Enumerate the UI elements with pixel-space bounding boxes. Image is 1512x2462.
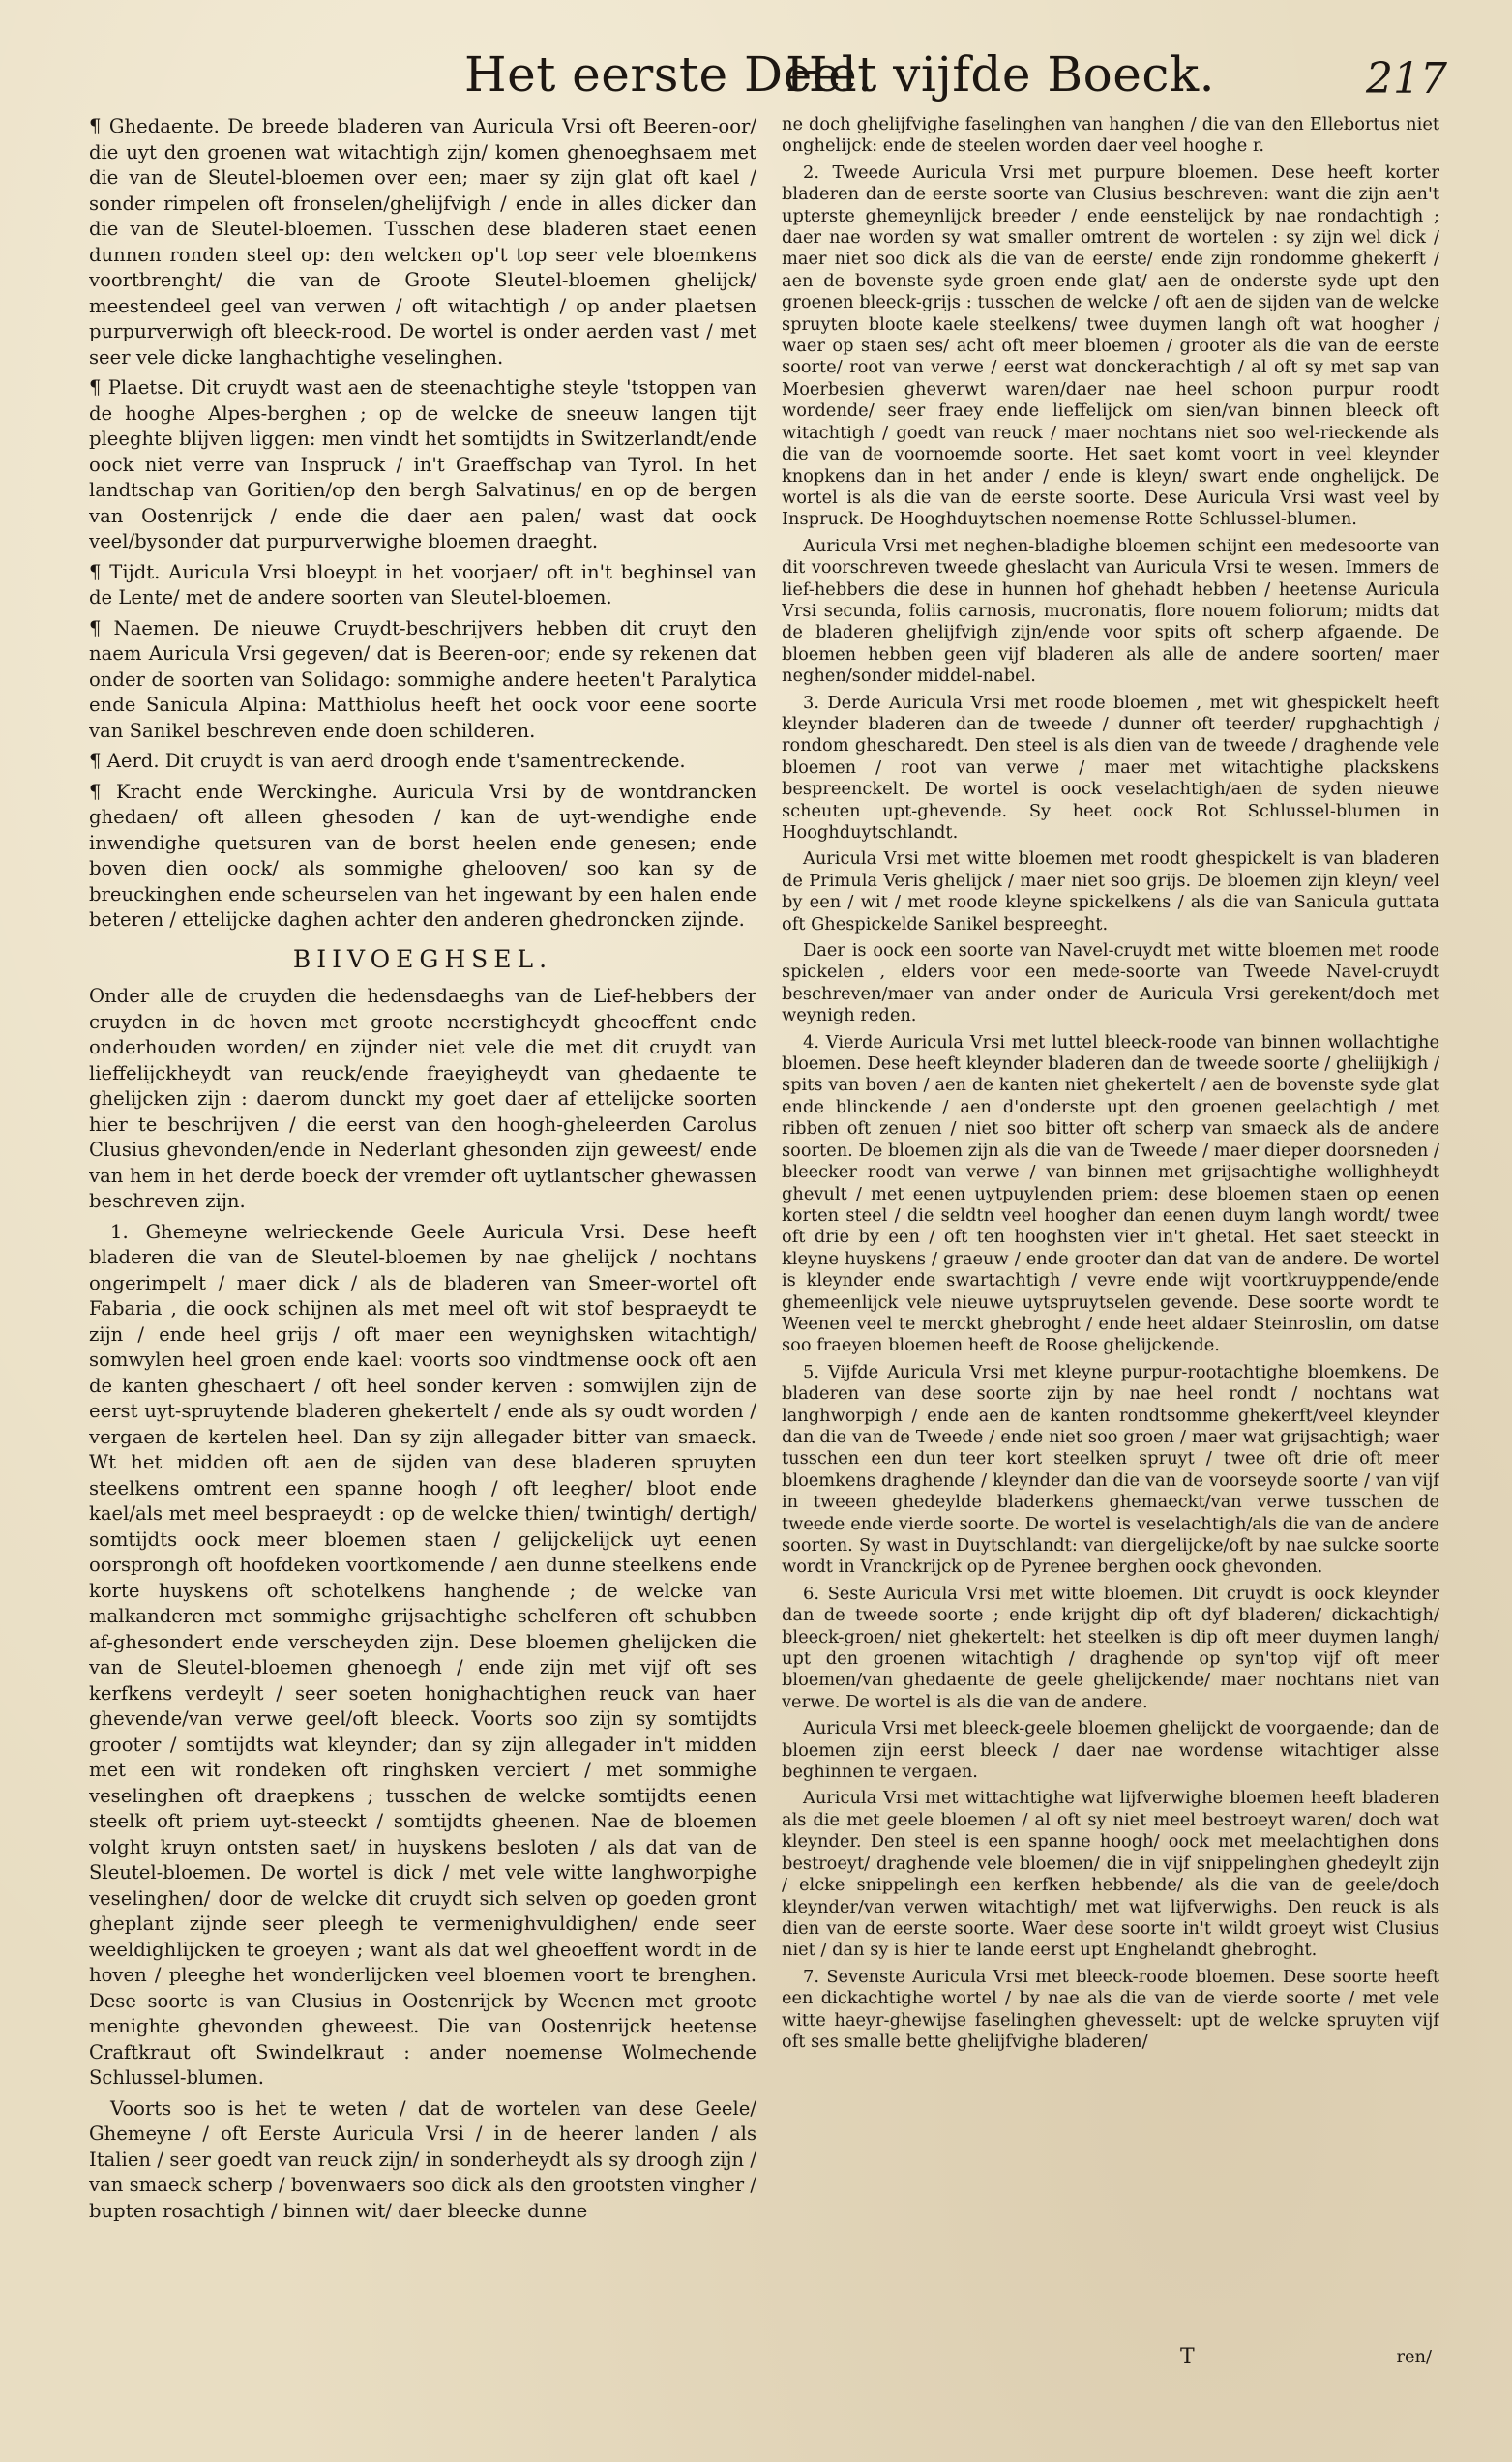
catchword: ren/ — [1396, 2347, 1432, 2367]
section-heading: BIIVOEGHSEL. — [292, 944, 553, 973]
paragraph-bijvoeghsel-intro: Onder alle de cruyden die hedensdaeghs van de Lief-hebbers der cruyden in de hoven met groote neerstigheydt gheoeffent ende onderhouden worden/ en zijnder niet vele die met dit cruydt van lieffelijckheydt van reuck/ende fraeyigheydt van ghedaente te ghelijcken zijn : daerom dunckt my goet daer af ettelijcke soorten hier te beschrijven / die eerst van den hoogh-gheleerden Carolus Clusius ghevonden/ende in Nederlant ghesonden zijn geweest/ ende van hem in het derde boeck der vremder oft uytlantscher ghewassen beschreven zijn. — [89, 985, 756, 1212]
paragraph-fifth-kind: 5. Vijfde Auricula Vrsi met kleyne purpur-rootachtighe bloemkens. De bladeren van dese soorte zijn by nae heel rondt / nochtans wat langhworpigh / ende aen de kanten rondtsomme ghekerft/veel kleynder dan die van de Tweede / ende niet soo groen / maer wat grijsachtigh; waer tusschen een dun teer kort steelken spruyt / twee oft drie oft meer bloemkens draghende / kleynder dan die van de voorseyde soorte / van vijf in tweeen ghedeylde bladerkens ghemaeckt/van verwe tusschen de tweede ende vierde soorte. De wortel is veselachtigh/als die van de andere soorten. Sy wast in Duytschlandt: van diergelijcke/oft by nae sulcke soorte wordt in Vranckrijck op de Pyrenee berghen oock ghevonden. — [782, 1361, 1439, 1578]
paragraph-tijdt: ¶ Tijdt. Auricula Vrsi bloeypt in het voorjaer/ oft in't beghinsel van de Lente/ met de andere soorten van Sleutel-bloemen. — [89, 560, 756, 608]
running-title-left: Het eerste Deel. — [464, 46, 874, 103]
running-header — [0, 39, 1512, 116]
paragraph-ghedaente: ¶ Ghedaente. De breede bladeren van Auricula Vrsi oft Beeren-oor/ die uyt den groenen wat witachtigh zijn/ komen ghenoeghsaem met die van de Sleutel-bloemen over een; maer sy zijn glat oft kael / sonder rimpelen oft fronselen/ghelijfvigh / ende in alles dicker dan die van de Sleutel-bloemen. Tusschen dese bladeren staet eenen dunnen ronden steel op: den welcken op't top seer vele bloemkens voortbrenght/ die van de Groote Sleutel-bloemen ghelijck/ meestendeel geel van verwen / oft witachtigh / op ander plaetsen purpurverwigh oft bleeck-rood. De wortel is onder aerden vast / met seer vele dicke langhachtighe veselinghen. — [89, 115, 756, 369]
paragraph-first-kind: 1. Ghemeyne welrieckende Geele Auricula Vrsi. Dese heeft bladeren die van de Sleutel-bloemen by nae ghelijck / nochtans ongerimpelt / maer dick / als de bladeren van Smeer-wortel oft Fabaria , die oock schijnen als met meel oft wit stof bespraeydt te zijn / ende heel grijs / oft maer een weynighsken witachtigh/ somwylen heel groen ende kael: voorts soo vindtmense oock oft aen de kanten gheschaert / oft heel sonder kerven : somwijlen zijn de eerst uyt-spruytende bladeren ghekertelt / ende als sy oudt worden / vergaen de kertelen heel. Dan sy zijn allegader bitter van smaeck. Wt het midden oft aen de sijden van dese bladeren spruyten steelkens omtrent een spanne hoogh / oft leegher/ bloot ende kael/als met meel bespraeydt : op de welcke thien/ twintigh/ dertigh/ somtijdts oock meer bloemen staen / gelijckelijck uyt eenen oorsprongh oft hoofdeken voortkomende / aen dunne steelkens ende korte huyskens oft schotelkens hanghende ; de welcke van malkanderen met sommighe grijsachtighe schelferen oft schubben af-ghesondert ende verscheyden zijn. Dese bloemen ghelijcken die van de Sleutel-bloemen ghenoegh / ende zijn met vijf oft ses kerfkens verdeylt / seer soeten honighachtighen reuck van haer ghevende/van verwe geel/oft bleeck. Voorts soo zijn sy somtijdts grooter / somtijdts wat kleynder; dan sy zijn allegader in't midden met een wit rondeken oft ringhsken verciert / met sommighe veselinghen oft draepkens ; tusschen de welcke somtijdts eenen steelk oft priem uyt-steeckt / somtijdts gheenen. Nae de bloemen volght kruyn ontsten saet/ in huyskens besloten / als dat van de Sleutel-bloemen. De wortel is dick / met vele witte langhworpighe veselinghen/ door de welcke dit cruydt sich selven op goeden gront gheplant zijnde seer pleegh te vermenighvuldighen/ ende seer weeldighlijcken te groeyen ; want als dat wel gheoeffent wordt in de hoven / pleeghe het wonderlijcken veel bloemen voort te brenghen. Dese soorte is van Clusius in Oostenrijck by Weenen met groote menighte ghevonden gheweest. Die van Oostenrijck heetense Craftkraut oft Swindelkraut : ander noemense Wolmechende Schlussel-blumen. — [89, 1220, 756, 2089]
paragraph-second-kind: 2. Tweede Auricula Vrsi met purpure bloemen. Dese heeft korter bladeren dan de eerste soorte van Clusius beschreven: want die zijn aen't upterste ghemeynlijck breeder / ende eenstelijck by nae rondachtigh ; daer nae worden sy wat smaller omtrent de wortelen : sy zijn wel dick / maer niet soo dick als die van de eerste/ ende zijn rondomme ghekerft / aen de bovenste syde groen ende glat/ aen de onderste syde upt den groenen bleeck-grijs : tusschen de welcke / oft aen de sijden van de welcke spruyten bloote kaele steelkens/ twee duymen langh oft wat hoogher / waer op staen ses/ acht oft meer bloemen / grooter als die van de eerste soorte/ root van verwe / eerst wat donckerachtigh / al oft sy met sap van Moerbesien gheverwt waren/daer nae heel schoon purpur roodt wordende/ seer fraey ende lieffelijck om sien/van binnen bleeck oft witachtigh / goedt van reuck / maer nochtans niet soo wel-rieckende als die van de voornoemde soorte. Het saet komt voort in veel kleynder knopkens dan in het ander / ende is kleyn/ swart ende onghelijck. De wortel is als die van de eerste soorte. Dese Auricula Vrsi wast veel by Inspruck. De Hooghduytschen noemense Rotte Schlussel-blumen. — [782, 162, 1439, 530]
paragraph-kracht: ¶ Kracht ende Werckinghe. Auricula Vrsi by de wontdrancken ghedaen/ oft alleen ghesoden / kan de uyt-wendighe ende inwendighe quetsuren van de borst heelen ende genesen; ende boven dien oock/ als sommighe ghelooven/ soo kan sy de breuckinghen ende scheurselen van het ingewant by een halen ende beteren / ettelijcke daghen achter den anderen ghedroncken zijnde. — [89, 780, 756, 931]
signature-mark: T — [1180, 2345, 1195, 2369]
paragraph-sixth-kind: 6. Seste Auricula Vrsi met witte bloemen. Dit cruydt is oock kleynder dan de tweede soorte ; ende krijght dip oft dyf bladeren/ dickachtigh/ bleeck-groen/ niet ghekertelt: het steelken is dip oft meer duymen langh/ upt den groenen witachtigh / draghende op syn'top vijf oft meer bloemen/van ghedaente de geele ghelijckende/ maer nochtans niet van verwe. De wortel is als die van de andere. — [782, 1583, 1439, 1712]
paragraph-pale-yellow: Auricula Vrsi met bleeck-geele bloemen ghelijckt de voorgaende; dan de bloemen zijn eerst bleeck / daer nae wordense witachtiger alsse beghinnen te vergaen. — [782, 1718, 1439, 1783]
right-column — [782, 114, 1439, 2329]
paragraph-navel-cruydt: Daer is oock een soorte van Navel-cruydt met witte bloemen met roode spickelen , elders voor een mede-soorte van Tweede Navel-cruydt beschreven/maer van ander onder de Auricula Vrsi gerekent/doch met weynigh reden. — [782, 940, 1439, 1026]
paragraph-seventh-kind: 7. Sevenste Auricula Vrsi met bleeck-roode bloemen. Dese soorte heeft een dickachtighe wortel / by nae als die van de vierde soorte / met vele witte haeyr-ghewijse faselinghen ghevesselt: upt de welcke spruyten vijf oft ses smalle bette ghelijfvighe bladeren/ — [782, 1966, 1439, 2052]
paragraph-naemen: ¶ Naemen. De nieuwe Cruydt-beschrijvers hebben dit cruyt den naem Auricula Vrsi gegeven/ dat is Beeren-oor; ende sy rekenen dat onder de soorten van Solidago: sommighe andere heeten't Paralytica ende Sanicula Alpina: Matthiolus heeft het oock voor eene soorte van Sanikel beschreven ende doen schilderen. — [89, 616, 756, 742]
paragraph-whitish: Auricula Vrsi met wittachtighe wat lijfverwighe bloemen heeft bladeren als die met geele bloemen / al oft sy niet meel bestroeyt waren/ doch wat kleynder. Den steel is een spanne hoogh/ oock met meelachtighen dons bestroeyt/ draghende vele bloemen/ die in vijf snippelinghen ghedeylt zijn / elcke snippelingh een kerfken hebbende/ als die van de geele/doch kleynder/van verwen witachtigh/ met wat lijfverwighs. Den reuck is als dien van de eerste soorte. Waer dese soorte in't wildt groeyt wist Clusius niet / dan sy is hier te lande eerst upt Enghelandt ghebroght. — [782, 1788, 1439, 1961]
paragraph-third-kind: 3. Derde Auricula Vrsi met roode bloemen , met wit ghespickelt heeft kleynder bladeren dan de tweede / dunner oft teerder/ rupghachtigh / rondom ghescharedt. Den steel is als dien van de tweede / draghende vele bloemen / root van verwe / maer met witachtighe plackskens bespreenckelt. De wortel is oock veselachtigh/aen de syden nieuwe scheuten upt-ghevende. Sy heet oock Rot Schlussel-blumen in Hooghduytschlandt. — [782, 692, 1439, 843]
paragraph-continuation: ne doch ghelijfvighe faselinghen van hanghen / die van den Ellebortus niet onghelijck: ende de steelen worden daer veel hooghe r. — [782, 114, 1439, 157]
paragraph-nine-leaved: Auricula Vrsi met neghen-bladighe bloemen schijnt een medesoorte van dit voorschreven tweede gheslacht van Auricula Vrsi te wesen. Immers de lief-hebbers die dese in hunnen hof ghehadt hebben / heetense Auricula Vrsi secunda, foliis carnosis, mucronatis, flore nouem foliorum; midts dat de bladeren ghelijfvigh zijn/ende voor spits oft scherp afgaende. De bloemen hebben geen vijf bladeren als alle de andere soorten/ maer neghen/sonder middel-nabel. — [782, 535, 1439, 687]
paragraph-fourth-kind: 4. Vierde Auricula Vrsi met luttel bleeck-roode van binnen wollachtighe bloemen. Dese heeft kleynder bladeren dan de tweede soorte / gheliijkigh / spits van boven / aen de kanten niet ghekertelt / aen de bovenste syde glat ende blinckende / aen d'onderste upt den groenen geelachtigh / met ribben oft zenuen / niet soo bitter oft scherp van smaeck als de andere soorten. De bloemen zijn als die van de Tweede / maer dieper doorsneden / bleecker roodt van verwe / van binnen met grijsachtighe wollighheydt ghevult / met eenen uytpuylenden priem: dese bloemen staen op eenen korten steel / die seldtn veel hoogher dan eenen duym langh wordt/ twee oft drie by een / oft ten hooghsten vier in't ghetal. Het saet steeckt in kleyne huyskens / graeuw / ende grooter dan dat van de andere. De wortel is kleynder ende swartachtigh / vevre ende wijt voortkruyppende/ende ghemeenlijck vele nieuwe uytspruytselen gevende. Dese soorte wordt te Weenen veel te merckt ghebroght / ende heet aldaer Steinroslin, om datse soo fraeyen bloemen heeft de Roose ghelijckende. — [782, 1031, 1439, 1356]
left-column — [89, 114, 756, 2329]
running-title-right: Het vijfde Boeck. — [786, 46, 1216, 103]
paragraph-plaetse: ¶ Plaetse. Dit cruydt wast aen de steenachtighe steyle 'tstoppen van de hooghe Alpes-berghen ; op de welcke de sneeuw langen tijt pleeghte blijven liggen: men vindt het somtijdts in Switzerlandt/ende oock niet verre van Inspruck / in't Graeffschap van Tyrol. In het landtschap van Goritien/op den bergh Salvatinus/ en op de bergen van Oostenrijck / ende die daer aen palen/ wast dat oock veel/bysonder dat purpurverwighe bloemen draeght. — [89, 376, 756, 552]
paragraph-roots: Voorts soo is het te weten / dat de wortelen van dese Geele/ Ghemeyne / oft Eerste Auricula Vrsi / in de heerer landen / als Italien / seer goedt van reuck zijn/ in sonderheydt als sy droogh zijn / van smaeck scherp / bovenwaers soo dick als den grootsten vingher / bupten rosachtigh / binnen wit/ daer bleecke dunne — [89, 2096, 756, 2222]
paragraph-aerd: ¶ Aerd. Dit cruydt is van aerd droogh ende t'samentreckende. — [89, 750, 686, 772]
paragraph-white-spotted: Auricula Vrsi met witte bloemen met roodt ghespickelt is van bladeren de Primula Veris ghelijck / maer niet soo grijs. De bloemen zijn kleyn/ veel by een / wit / met roode kleyne spickelkens / als die van Sanicula guttata oft Ghespickelde Sanikel bespreeght. — [782, 848, 1439, 934]
page-number: 217 — [1366, 54, 1447, 104]
